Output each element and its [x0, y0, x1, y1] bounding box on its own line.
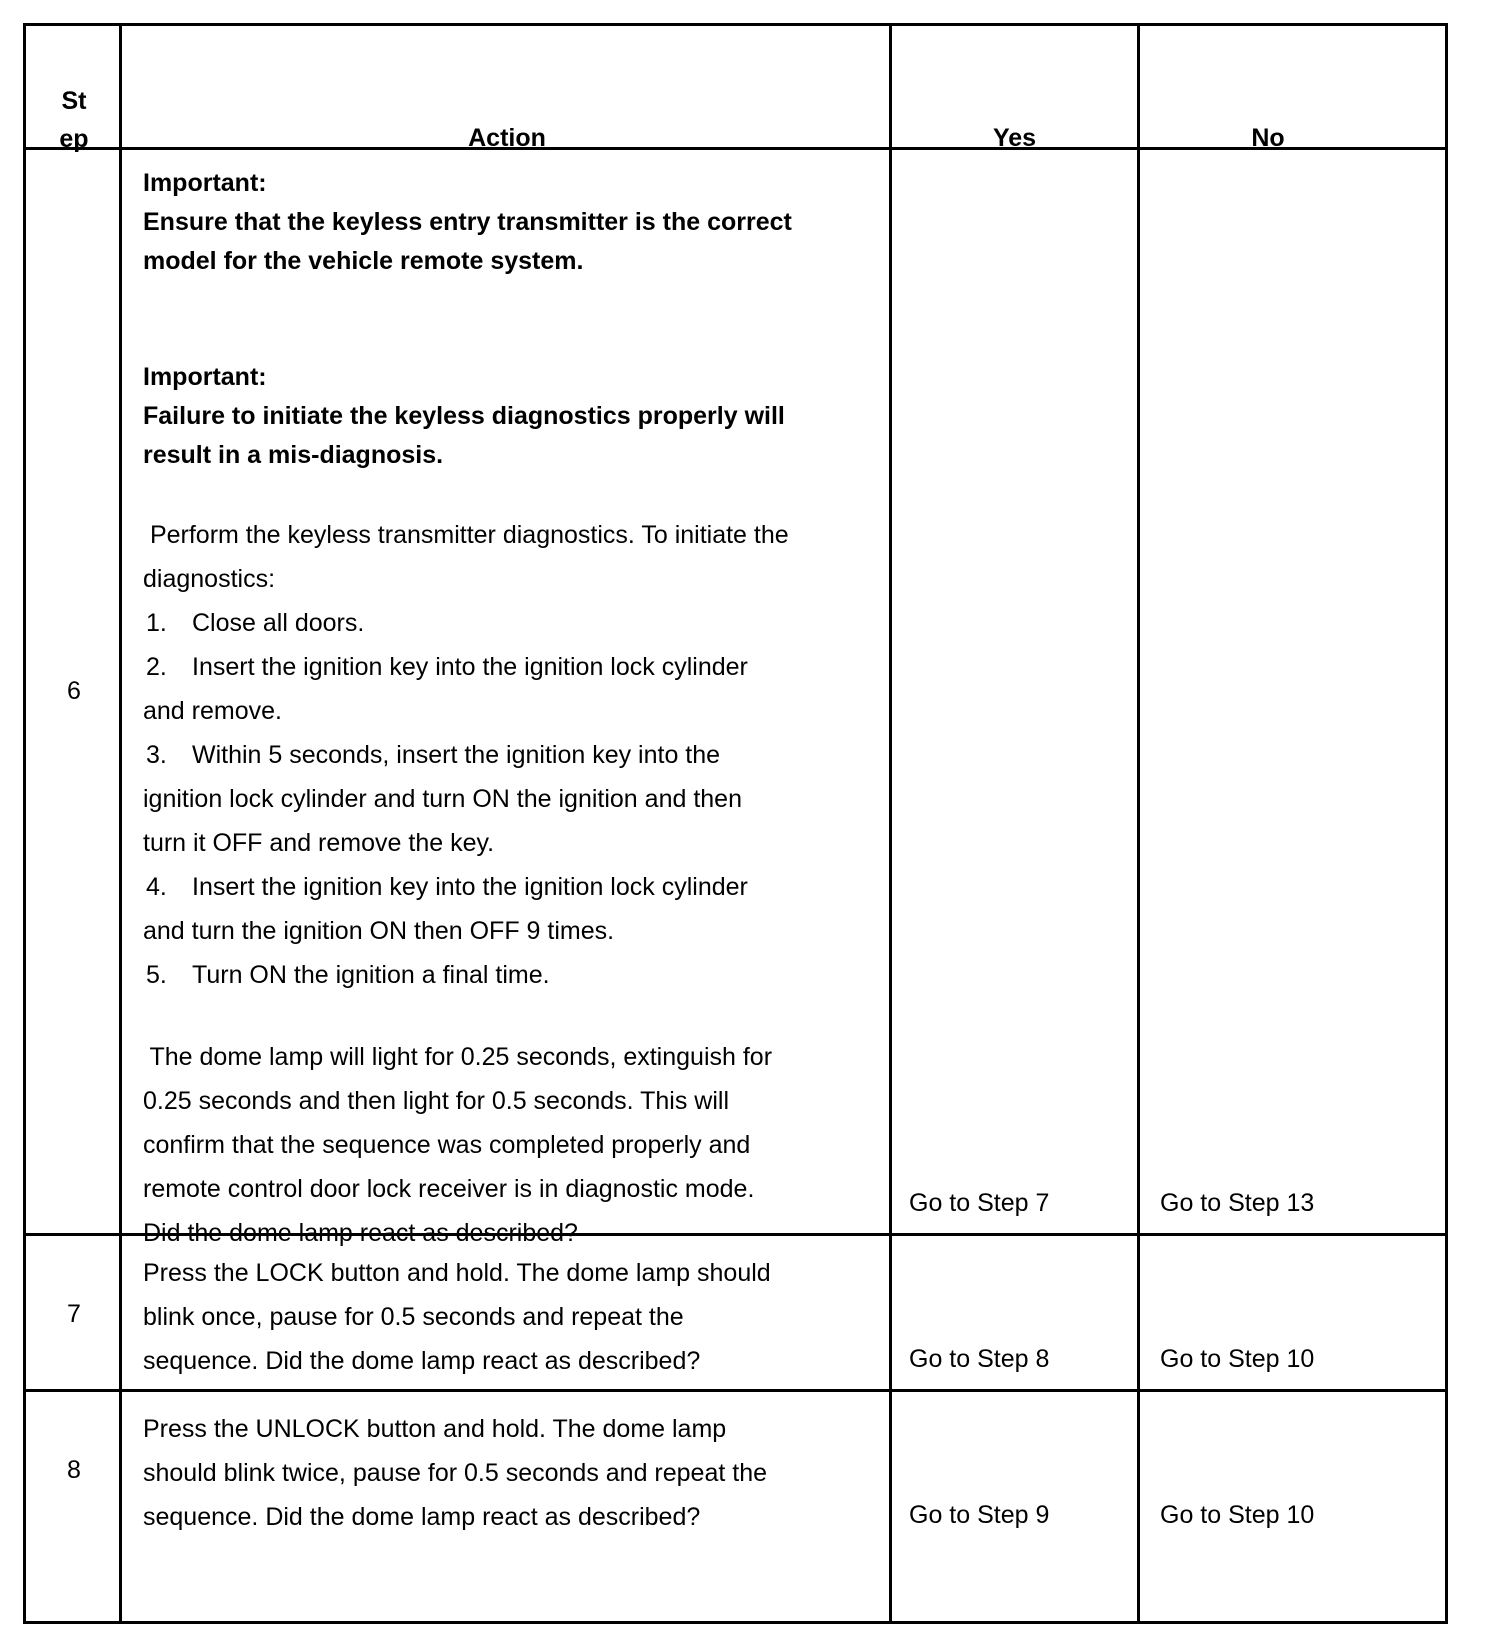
header-step-line: St [61, 87, 87, 115]
column-divider [1137, 26, 1140, 1621]
header-step [26, 82, 122, 158]
header-no: No [1251, 124, 1285, 152]
result-text: 0.25 seconds and then light for 0.5 seconds. This will [143, 1087, 729, 1115]
step-6-action [143, 164, 878, 1255]
procedure-step: 1. Close all doors. [146, 609, 365, 637]
header-step-line: ep [59, 125, 89, 153]
procedure-step: 2. Insert the ignition key into the ignition lock cylinder [146, 653, 748, 681]
important-text: result in a mis-diagnosis. [143, 441, 444, 469]
yes-result: Go to Step 8 [909, 1345, 1050, 1373]
diagnostic-table [23, 23, 1448, 1624]
header-action: Action [468, 124, 546, 152]
question-text: sequence. Did the dome lamp react as described? [143, 1347, 701, 1375]
procedure-step: 3. Within 5 seconds, insert the ignition key into the [146, 741, 721, 769]
no-result: Go to Step 10 [1160, 1345, 1315, 1373]
action-text: Press the LOCK button and hold. The dome lamp should [143, 1259, 771, 1287]
step-7-action [143, 1251, 878, 1383]
column-divider [119, 26, 122, 1621]
no-result: Go to Step 10 [1160, 1501, 1315, 1529]
action-text: should blink twice, pause for 0.5 seconds and repeat the [143, 1459, 768, 1487]
step-number: 8 [67, 1456, 81, 1484]
step-number: 6 [67, 677, 81, 705]
yes-result: Go to Step 7 [909, 1189, 1050, 1217]
intro-text: diagnostics: [143, 565, 276, 593]
procedure-step-cont: and remove. [143, 697, 282, 725]
important-label: Important: [143, 169, 267, 197]
important-label: Important: [143, 363, 267, 391]
procedure-step-cont: turn it OFF and remove the key. [143, 829, 495, 857]
yes-result: Go to Step 9 [909, 1501, 1050, 1529]
action-text: Press the UNLOCK button and hold. The dome lamp [143, 1415, 727, 1443]
question-text: sequence. Did the dome lamp react as described? [143, 1503, 701, 1531]
important-text: model for the vehicle remote system. [143, 247, 584, 275]
result-text: The dome lamp will light for 0.25 seconds, extinguish for [143, 1043, 773, 1071]
no-result: Go to Step 13 [1160, 1189, 1315, 1217]
column-divider [889, 26, 892, 1621]
important-text: Failure to initiate the keyless diagnostics properly will [143, 402, 785, 430]
question-text: Did the dome lamp react as described? [143, 1219, 578, 1247]
procedure-step-cont: ignition lock cylinder and turn ON the ignition and then [143, 785, 742, 813]
important-text: Ensure that the keyless entry transmitter is the correct [143, 208, 792, 236]
row-divider [26, 1389, 1445, 1392]
intro-text: Perform the keyless transmitter diagnostics. To initiate the [143, 521, 789, 549]
procedure-step: 5. Turn ON the ignition a final time. [146, 961, 550, 989]
step-number: 7 [67, 1300, 81, 1328]
result-text: confirm that the sequence was completed properly and [143, 1131, 751, 1159]
result-text: remote control door lock receiver is in diagnostic mode. [143, 1175, 755, 1203]
procedure-step-cont: and turn the ignition ON then OFF 9 times. [143, 917, 615, 945]
action-text: blink once, pause for 0.5 seconds and repeat the [143, 1303, 684, 1331]
procedure-step: 4. Insert the ignition key into the ignition lock cylinder [146, 873, 748, 901]
step-8-action [143, 1407, 878, 1539]
header-yes: Yes [992, 124, 1037, 152]
